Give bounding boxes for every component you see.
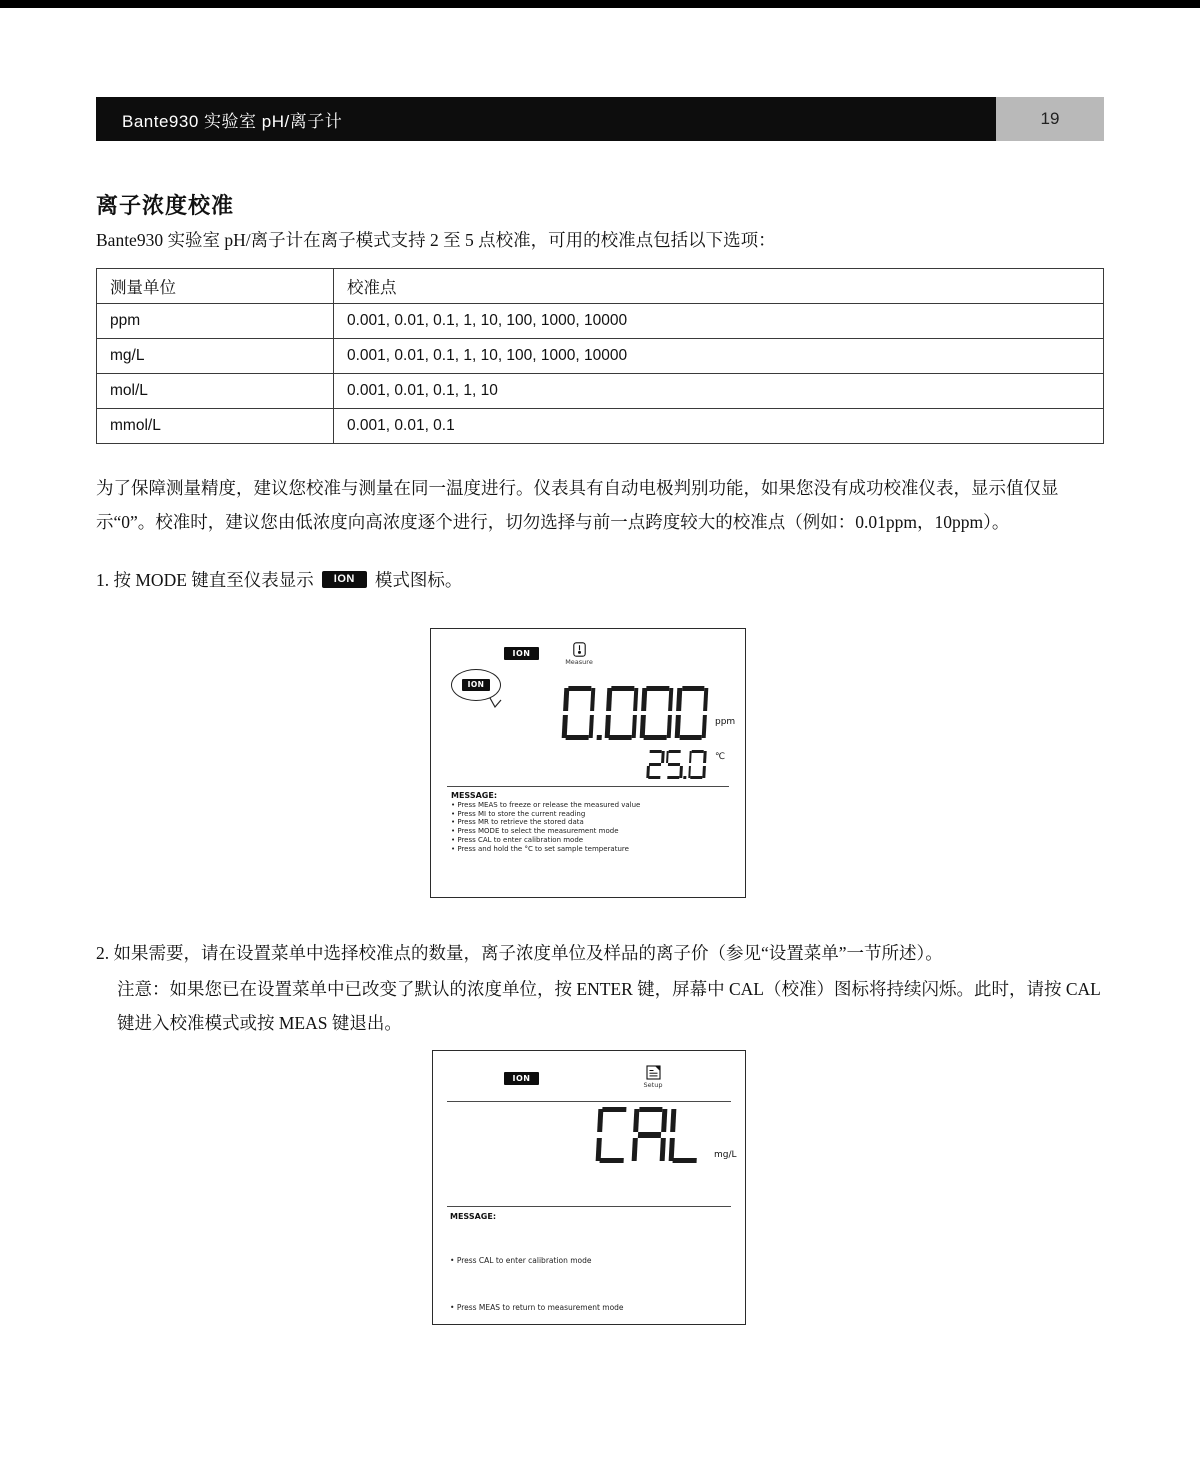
table-header-row bbox=[97, 269, 1104, 304]
page-title: Bante930 实验室 pH/离子计 bbox=[122, 111, 343, 131]
setup-icon bbox=[646, 1065, 661, 1080]
points-cell: 0.001, 0.01, 0.1, 1, 10, 100, 1000, 10000 bbox=[334, 304, 1104, 339]
step-1 bbox=[96, 567, 462, 592]
lcd-panel-setup bbox=[432, 1050, 746, 1325]
unit-cell: mol/L bbox=[97, 374, 334, 409]
step-2 bbox=[96, 936, 1108, 1040]
section-title: 离子浓度校准 bbox=[96, 193, 235, 218]
message-item: • Press MI to store the current reading bbox=[451, 810, 640, 819]
column-header-unit: 测量单位 bbox=[97, 269, 334, 304]
message-item: • Press MEAS to return to measurement mode bbox=[450, 1303, 624, 1312]
measure-icon bbox=[573, 642, 586, 657]
message-title: MESSAGE: bbox=[451, 791, 498, 800]
intro-paragraph: Bante930 实验室 pH/离子计在离子模式支持 2 至 5 点校准，可用的校准点包括以下选项： bbox=[96, 230, 776, 250]
step-2-note: 注意：如果您已在设置菜单中已改变了默认的浓度单位，按 ENTER 键，屏幕中 CAL（校准）图标将持续闪烁。此时，请按 CAL 键进入校准模式或按 MEAS 键退出。 bbox=[117, 979, 1101, 1033]
ion-mode-badge: ION bbox=[322, 571, 367, 588]
step-2-text: 2. 如果需要，请在设置菜单中选择校准点的数量，离子浓度单位及样品的离子价（参见“设置菜单”一节所述）。 bbox=[96, 943, 943, 963]
message-list bbox=[451, 801, 640, 853]
points-cell: 0.001, 0.01, 0.1 bbox=[334, 409, 1104, 444]
points-cell: 0.001, 0.01, 0.1, 1, 10, 100, 1000, 10000 bbox=[334, 339, 1104, 374]
table-row bbox=[97, 304, 1104, 339]
note-paragraph: 为了保障测量精度，建议您校准与测量在同一温度进行。仪表具有自动电极判别功能，如果您没有成功校准仪表，显示值仅显示“0”。校准时，建议您由低浓度向高浓度逐个进行，切勿选择与前一点跨度较大的校准点（例如：0.01ppm，10ppm）。 bbox=[96, 478, 1059, 532]
message-item: • Press and hold the °C to set sample temperature bbox=[451, 845, 640, 854]
message-item: • Press MR to retrieve the stored data bbox=[451, 818, 640, 827]
message-item: • Press CAL to enter calibration mode bbox=[450, 1256, 592, 1265]
unit-cell: ppm bbox=[97, 304, 334, 339]
lcd-panel-measure bbox=[430, 628, 746, 898]
page-number: 19 bbox=[996, 97, 1104, 141]
message-divider bbox=[447, 1206, 731, 1207]
setup-indicator bbox=[633, 1065, 673, 1089]
step-1-text: 1. 按 MODE 键直至仪表显示 bbox=[96, 570, 314, 590]
top-border bbox=[0, 0, 1200, 8]
temperature-reading bbox=[645, 750, 707, 779]
table-row bbox=[97, 409, 1104, 444]
calibration-table bbox=[96, 268, 1104, 444]
step-1-suffix: 模式图标。 bbox=[374, 570, 463, 590]
ion-callout-bubble bbox=[451, 669, 501, 701]
message-item: • Press CAL to enter calibration mode bbox=[451, 836, 640, 845]
reading-unit: ppm bbox=[715, 717, 736, 727]
column-header-points: 校准点 bbox=[334, 269, 1104, 304]
message-item: • Press MEAS to freeze or release the measured value bbox=[451, 801, 640, 810]
table-row bbox=[97, 374, 1104, 409]
top-divider bbox=[447, 1101, 731, 1102]
ion-indicator: ION bbox=[504, 647, 539, 660]
temperature-unit: ℃ bbox=[715, 752, 726, 762]
message-item: • Press MODE to select the measurement mode bbox=[451, 827, 640, 836]
bubble-tail-icon bbox=[489, 697, 503, 709]
measure-indicator bbox=[559, 642, 599, 666]
message-title: MESSAGE: bbox=[450, 1212, 497, 1221]
unit-cell: mg/L bbox=[97, 339, 334, 374]
main-reading bbox=[560, 686, 711, 740]
cal-reading bbox=[594, 1107, 706, 1163]
reading-unit: mg/L bbox=[714, 1150, 737, 1160]
setup-label: Setup bbox=[643, 1081, 663, 1089]
measure-label: Measure bbox=[565, 658, 593, 666]
unit-cell: mmol/L bbox=[97, 409, 334, 444]
ion-indicator: ION bbox=[504, 1072, 539, 1085]
ion-bubble-badge: ION bbox=[462, 679, 491, 691]
table-row bbox=[97, 339, 1104, 374]
points-cell: 0.001, 0.01, 0.1, 1, 10 bbox=[334, 374, 1104, 409]
message-divider bbox=[447, 786, 729, 787]
header-bar bbox=[96, 97, 996, 141]
